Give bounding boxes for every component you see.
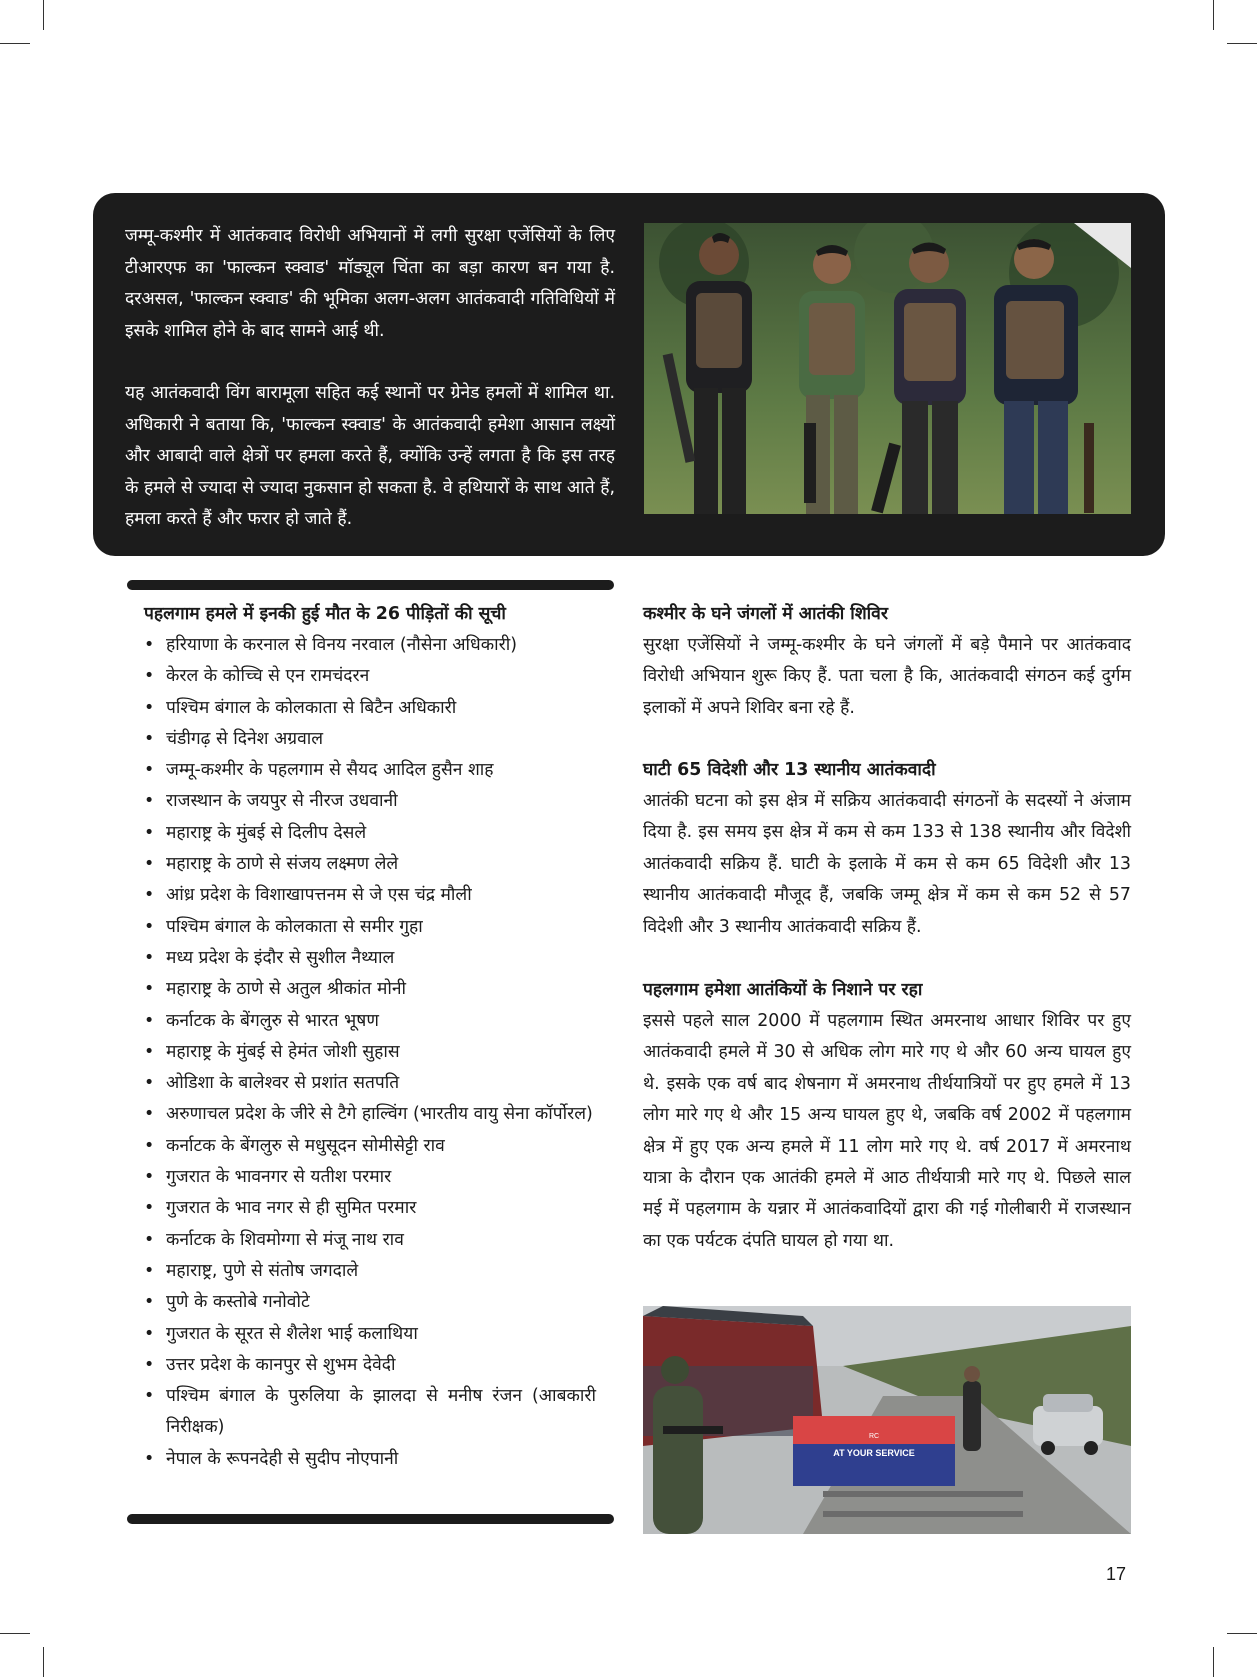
list-item: • महाराष्ट्र के मुंबई से हेमंत जोशी सुहास — [144, 1037, 596, 1068]
list-item: • पश्चिम बंगाल के कोलकाता से बिटैन अधिकारी — [144, 693, 596, 724]
divider-bar — [127, 580, 614, 590]
list-item: • महाराष्ट्र के मुंबई से दिलीप देसले — [144, 818, 596, 849]
sign-text: AT YOUR SERVICE — [833, 1448, 915, 1458]
list-item: • ओडिशा के बालेश्वर से प्रशांत सतपति — [144, 1068, 596, 1099]
list-item: • कर्नाटक के बेंगलुरु से मधुसूदन सोमीसेट्टी राव — [144, 1131, 596, 1162]
list-item: • आंध्र प्रदेश के विशाखापत्तनम से जे एस चंद्र मौली — [144, 880, 596, 911]
crop-mark — [43, 0, 44, 30]
list-item: • हरियाणा के करनाल से विनय नरवाल (नौसेना अधिकारी) — [144, 630, 596, 661]
divider-bar — [127, 1514, 614, 1524]
list-item: • महाराष्ट्र के ठाणे से संजय लक्ष्मण लेले — [144, 849, 596, 880]
crop-mark — [1227, 43, 1257, 44]
list-item: • गुजरात के भावनगर से यतीश परमार — [144, 1162, 596, 1193]
section-body: इससे पहले साल 2000 में पहलगाम स्थित अमरनाथ आधार शिविर पर हुए आतंकवादी हमले में 30 से अधिक लोग मारे गए थे और 60 अन्य घायल हुए थे. इसके एक वर्ष बाद शेषनाग में अमरनाथ तीर्थयात्रियों पर हुए हमले में 13 लोग मारे गए थे और 15 अन्य घायल हुए थे, जबकि वर्ष 2002 में पहलगाम क्षेत्र में हुए एक अन्य हमले में 11 लोग मारे गए थे. वर्ष 2017 में अमरनाथ यात्रा के दौरान एक आतंकी हमले में आठ तीर्थयात्री मारे गए थे. पिछले साल मई में पहलगाम के यन्नार में आतंकवादियों द्वारा की गई गोलीबारी में राजस्थान का एक पर्यटक दंपति घायल हो गया था. — [643, 1011, 1131, 1251]
section-title: पहलगाम हमेशा आतंकियों के निशाने पर रहा — [643, 980, 923, 1000]
section-body: आतंकी घटना को इस क्षेत्र में सक्रिय आतंकवादी संगठनों के सदस्यों ने अंजाम दिया है. इस समय इस क्षेत्र में कम से कम 133 से 138 स्थानीय और विदेशी आतंकवादी सक्रिय हैं. घाटी के इलाके में कम से कम 65 विदेशी और 13 स्थानीय आतंकवादी मौजूद हैं, जबकि जम्मू क्षेत्र में कम से कम 52 से 57 विदेशी और 3 स्थानीय आतंकवादी सक्रिय हैं. — [643, 791, 1131, 937]
section-title: कश्मीर के घने जंगलों में आतंकी शिविर — [643, 604, 888, 624]
section-body: सुरक्षा एजेंसियों ने जम्मू-कश्मीर के घने जंगलों में बड़े पैमाने पर आतंकवाद विरोधी अभियान शुरू किए हैं. पता चला है कि, आतंकवादी संगठन कई दुर्गम इलाकों में अपने शिविर बना रहे हैं. — [643, 635, 1131, 718]
list-item: • नेपाल के रूपनदेही से सुदीप नोएपानी — [144, 1444, 596, 1475]
militants-photo — [644, 223, 1131, 514]
sign-code: RC — [868, 1433, 880, 1440]
list-item: • केरल के कोच्चि से एन रामचंदरन — [144, 661, 596, 692]
intro-paragraph: जम्मू-कश्मीर में आतंकवाद विरोधी अभियानों में लगी सुरक्षा एजेंसियों के लिए टीआरएफ का 'फाल्कन स्क्वाड' मॉड्यूल चिंता का बड़ा कारण बन गया है. दरअसल, 'फाल्कन स्क्वाड' की भूमिका अलग-अलग आतंकवादी गतिविधियों में इसके शामिल होने के बाद सामने आई थी. — [125, 226, 615, 341]
intro-text — [125, 221, 615, 536]
list-item: • पुणे के कस्तोबे गनोवोटे — [144, 1287, 596, 1318]
list-item: • महाराष्ट्र, पुणे से संतोष जगदाले — [144, 1256, 596, 1287]
checkpoint-photo — [643, 1306, 1131, 1534]
list-item: • पश्चिम बंगाल के कोलकाता से समीर गुहा — [144, 912, 596, 943]
intro-paragraph: यह आतंकवादी विंग बारामूला सहित कई स्थानों पर ग्रेनेड हमलों में शामिल था. अधिकारी ने बताया कि, 'फाल्कन स्क्वाड' के आतंकवादी हमेशा आसान लक्ष्यों और आबादी वाले क्षेत्रों पर हमला करते हैं, क्योंकि उन्हें लगता है कि इस तरह के हमले से ज्यादा से ज्यादा नुकसान हो सकता है. वे हथियारों के साथ आते हैं, हमला करते हैं और फरार हो जाते हैं. — [125, 383, 615, 529]
page-number: 17 — [1106, 1564, 1127, 1584]
victims-list — [144, 630, 596, 1475]
crop-mark — [43, 1647, 44, 1677]
list-item: • अरुणाचल प्रदेश के जीरे से टैगे हाल्विंग (भारतीय वायु सेना कॉर्पोरल) — [144, 1099, 596, 1130]
crop-mark — [0, 1633, 30, 1634]
crop-mark — [1213, 0, 1214, 30]
list-item: • पश्चिम बंगाल के पुरुलिया के झालदा से मनीष रंजन (आबकारी निरीक्षक) — [144, 1381, 596, 1444]
list-item: • गुजरात के सूरत से शैलेश भाई कलाथिया — [144, 1319, 596, 1350]
crop-mark — [1227, 1633, 1257, 1634]
list-item: • महाराष्ट्र के ठाणे से अतुल श्रीकांत मोनी — [144, 974, 596, 1005]
list-item: • कर्नाटक के बेंगलुरु से भारत भूषण — [144, 1006, 596, 1037]
list-item: • उत्तर प्रदेश के कानपुर से शुभम देवेदी — [144, 1350, 596, 1381]
crop-mark — [1213, 1647, 1214, 1677]
section-title: घाटी 65 विदेशी और 13 स्थानीय आतंकवादी — [643, 760, 936, 780]
list-item: • कर्नाटक के शिवमोग्गा से मंजू नाथ राव — [144, 1225, 596, 1256]
list-item: • गुजरात के भाव नगर से ही सुमित परमार — [144, 1193, 596, 1224]
list-item: • मध्य प्रदेश के इंदौर से सुशील नैथ्याल — [144, 943, 596, 974]
list-item: • राजस्थान के जयपुर से नीरज उधवानी — [144, 786, 596, 817]
list-item: • जम्मू-कश्मीर के पहलगाम से सैयद आदिल हुसैन शाह — [144, 755, 596, 786]
section-valley-militants — [643, 755, 1131, 943]
list-item: • चंडीगढ़ से दिनेश अग्रवाल — [144, 724, 596, 755]
victims-list-title: पहलगाम हमले में इनकी हुई मौत के 26 पीड़ितों की सूची — [144, 604, 506, 624]
crop-mark — [0, 43, 30, 44]
victims-list-section — [144, 599, 596, 1475]
section-pahalgam-history — [643, 975, 1131, 1257]
section-forest-camps — [643, 599, 1131, 724]
